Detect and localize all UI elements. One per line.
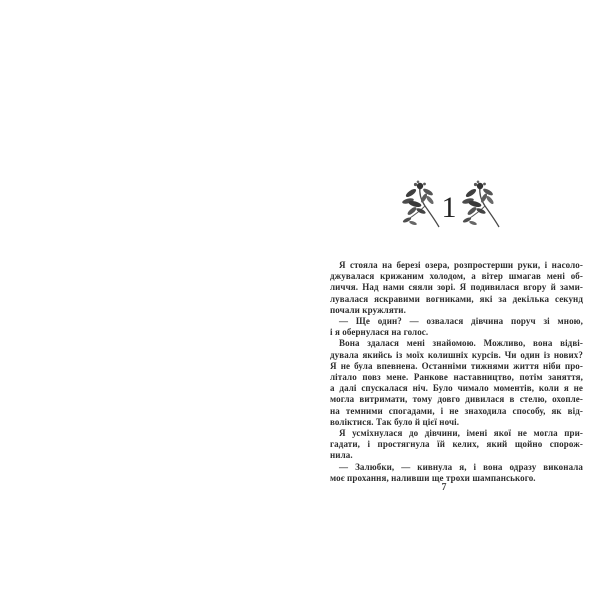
text-line: личчя. Над нами сяяли зорі. Я подивилася вгору й зами- bbox=[330, 282, 583, 293]
text-line: Я стояла на березі озера, розпростерши руки, і насоло- bbox=[339, 260, 583, 270]
text-line: гадати, і простягнула їй келих, який щойно спорож- bbox=[330, 439, 583, 450]
text-line: на темними спогадами, і не знаходила способу, як від- bbox=[330, 405, 583, 416]
text-line: і я обернулася на голос. bbox=[330, 327, 429, 338]
text-line: джувалася крижаним холодом, а вітер шмагав мені об- bbox=[330, 271, 583, 282]
text-line: а далі спускалася ніч. Було чимало моментів, коли я не bbox=[330, 383, 583, 394]
text-line: воліктися. Так було й цієї ночі. bbox=[330, 416, 460, 427]
text-line: моє прохання, наливши ще трохи шампанського. bbox=[330, 472, 536, 483]
text-line: почали кружляти. bbox=[330, 304, 406, 315]
page-number: 7 bbox=[441, 482, 447, 493]
text-line: могла витримати, тому довго дивилася в стелю, охопле- bbox=[330, 394, 583, 405]
text-line: Я усміхнулася до дівчини, імені якої не могла при- bbox=[339, 428, 583, 439]
text-line: нила. bbox=[330, 450, 353, 461]
text-line: літало повз мене. Ранкове наставництво, потім заняття, bbox=[330, 372, 583, 383]
text-line: лувалася яскравими вогниками, які за декілька секунд bbox=[330, 293, 583, 304]
floral-ornament-right-icon bbox=[457, 180, 503, 229]
text-line: дувала якийсь із моїх колишніх курсів. Чи один із нових? bbox=[330, 349, 583, 360]
text-line: Я не була впевнена. Останніми тижнями життя ніби про- bbox=[330, 360, 583, 371]
text-line: Вона здалася мені знайомою. Можливо, вона відві- bbox=[339, 338, 583, 349]
text-line: — Залюбки, — кивнула я, і вона одразу виконала bbox=[339, 461, 583, 472]
text-line: — Ще один? — озвалася дівчина поруч зі мною, bbox=[339, 316, 583, 327]
text-block bbox=[330, 260, 583, 484]
chapter-number: 1 bbox=[441, 191, 457, 224]
